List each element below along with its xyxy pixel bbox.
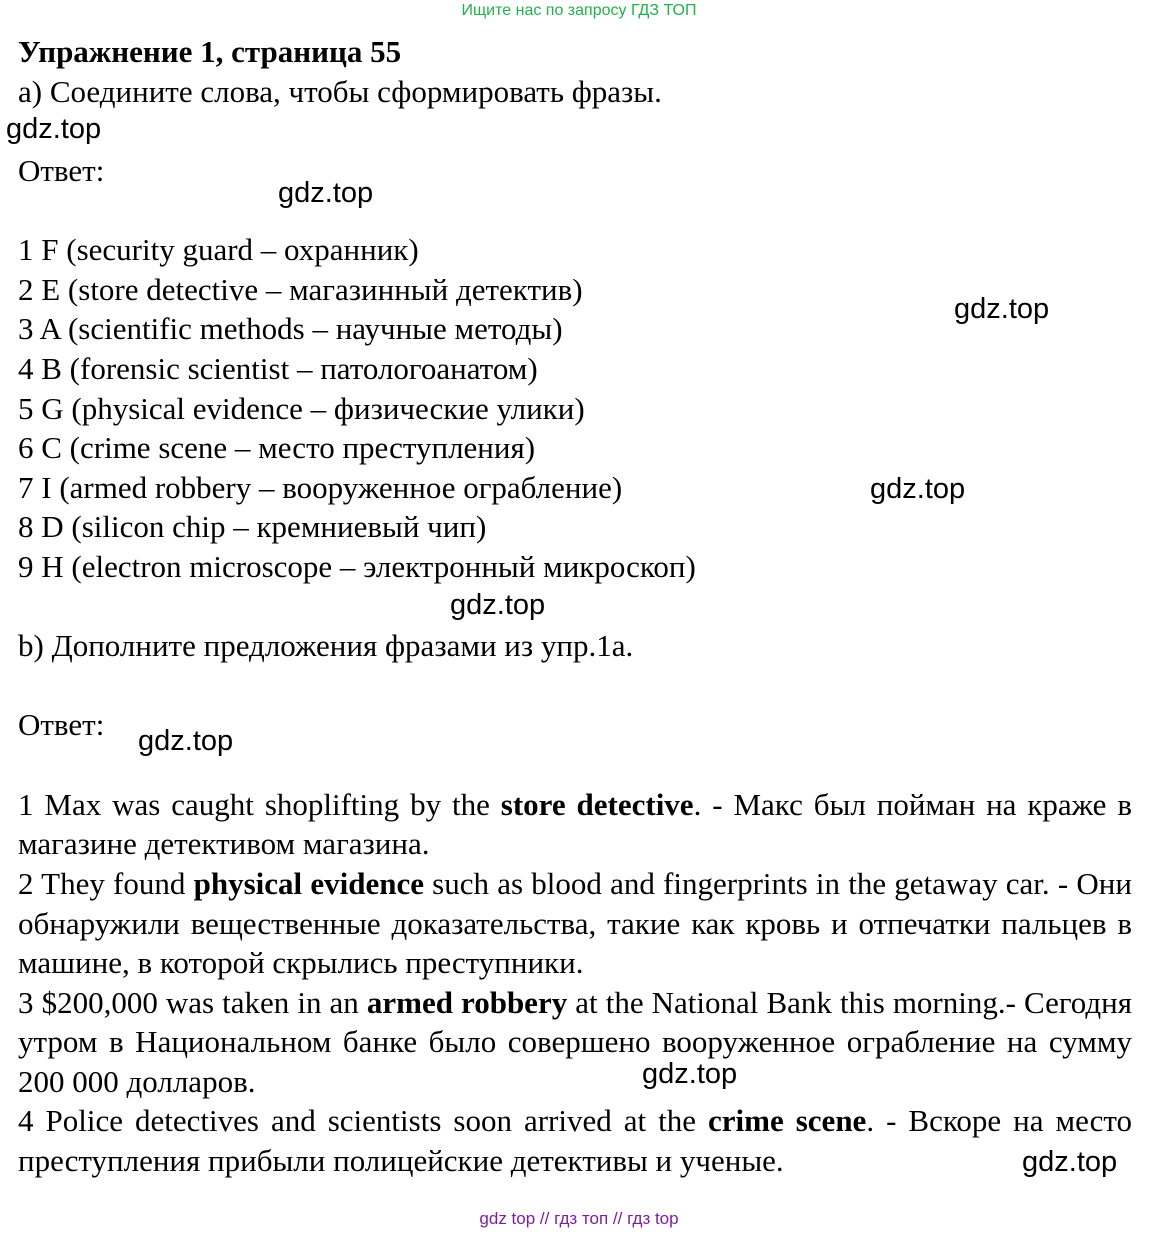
sentence-2: 2 They found physical evidence such as blood and fingerprints in the getaway car. - Они обнаружили вещественные доказательства, такие как кровь и отпечатки пальцев в машине, в которой скрылись преступники.: [18, 865, 1132, 981]
sentence-1: 1 Max was caught shoplifting by the store detective. - Макс был пойман на краже в магазине детективом магазина.: [18, 786, 1132, 862]
footer: gdz top // гдз топ // гдз top: [479, 1209, 679, 1228]
watermark: gdz.top: [278, 177, 374, 209]
answer-item: 4 B (forensic scientist – патологоанатом): [18, 350, 538, 386]
answer-item: 9 H (electron microscope – электронный микроскоп): [18, 548, 696, 584]
page-title: Упражнение 1, страница 55: [18, 34, 402, 69]
answer-item: 3 A (scientific methods – научные методы): [18, 311, 563, 347]
watermark: gdz.top: [450, 589, 546, 621]
spacer: [18, 112, 1132, 151]
answer-item: 6 C (crime scene – место преступления): [18, 430, 536, 466]
watermark: gdz.top: [870, 473, 966, 505]
answer-item: 5 G (physical evidence – физические улики): [18, 390, 585, 426]
part-a-answer-list: [18, 230, 1132, 586]
watermark: gdz.top: [642, 1058, 738, 1090]
part-b-answer-label: Ответ:: [18, 707, 105, 743]
answer-item: 1 F (security guard – охранник): [18, 232, 419, 268]
document-content: [18, 32, 1132, 1181]
sentence-4: 4 Police detectives and scientists soon arrived at the crime scene. - Вскоре на место преступления прибыли полицейские детективы и ученые.: [18, 1103, 1133, 1179]
spacer: [18, 587, 1132, 626]
top-banner: Ищите нас по запросу ГДЗ ТОП: [461, 2, 697, 19]
answer-item: 7 I (armed robbery – вооруженное ограбление): [18, 469, 623, 505]
watermark: gdz.top: [6, 113, 102, 145]
part-a-instruction: a) Соедините слова, чтобы сформировать фразы.: [18, 74, 662, 109]
sentence-1-phrase: store detective: [500, 786, 694, 822]
spacer: [18, 190, 1132, 230]
part-a-answer-label: Ответ:: [18, 152, 105, 188]
watermark: gdz.top: [954, 293, 1050, 325]
answer-item: 8 D (silicon chip – кремниевый чип): [18, 509, 487, 545]
sentence-4-phrase: crime scene: [708, 1103, 867, 1139]
sentence-2-phrase: physical evidence: [193, 865, 424, 901]
answer-item: 2 E (store detective – магазинный детектив): [18, 271, 583, 307]
sentence-3: 3 $200,000 was taken in an armed robbery at the National Bank this morning.- Сегодня утром в Национальном банке было совершено вооруженное ограбление на сумму 200 000 долларов.: [18, 984, 1132, 1099]
sentence-3-phrase: armed robbery: [366, 984, 568, 1020]
watermark: gdz.top: [1022, 1146, 1118, 1178]
spacer: [18, 665, 1132, 705]
part-b-instruction: b) Дополните предложения фразами из упр.1a.: [18, 627, 634, 663]
watermark: gdz.top: [138, 725, 234, 757]
